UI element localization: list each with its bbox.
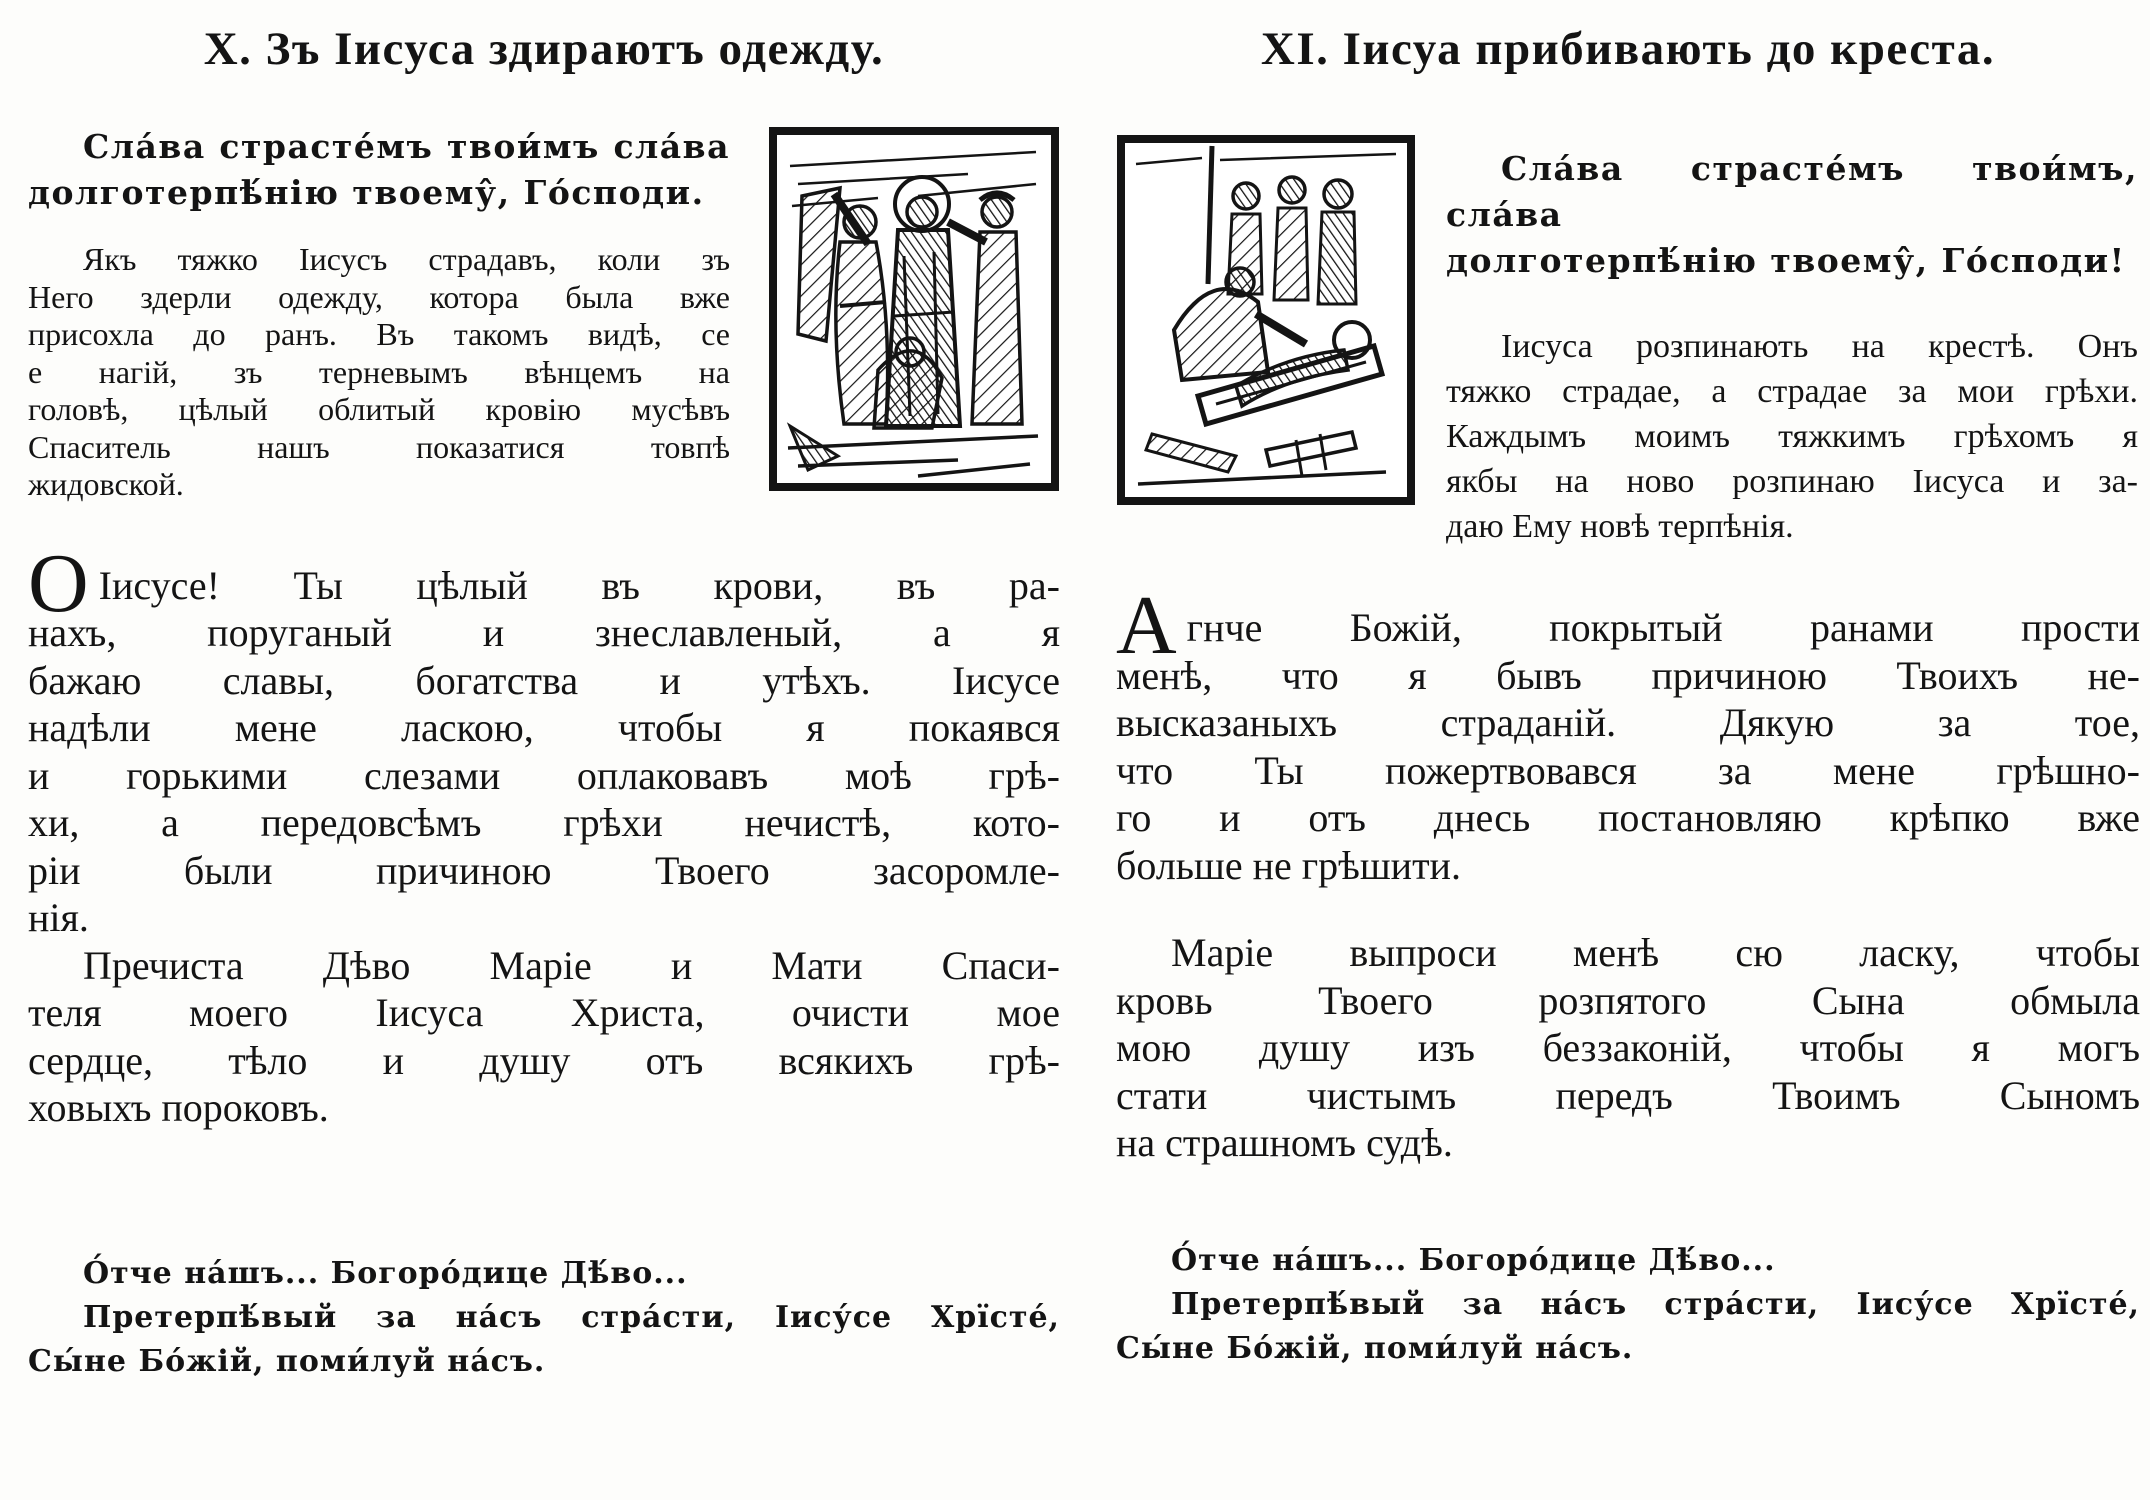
left-top-text bbox=[28, 124, 730, 504]
text-line: Якъ тяжко Іисусъ страдавъ, коли зъ bbox=[83, 241, 730, 277]
right-paragraph-1 bbox=[1446, 324, 2138, 549]
text-line-rest: гнче Божій, покрытый ранами прости bbox=[1186, 605, 2140, 650]
left-doxology bbox=[28, 124, 730, 216]
text-line: высказаныхъ страданій. Дякую за тое, bbox=[1116, 700, 2140, 745]
text-line: присохла до ранъ. Въ такомъ видѣ, се bbox=[28, 316, 730, 352]
text-line: Претерпѣ́вый за на́съ стра́сти, Іису́се Хрїсте́, bbox=[1171, 1286, 2140, 1322]
text-line: сердце, тѣло и душу отъ всякихъ грѣ- bbox=[28, 1037, 1060, 1083]
text-line: Сы́не Бо́жій, поми́луй на́съ. bbox=[1116, 1330, 1634, 1366]
text-line: Сла́ва страсте́мъ твои́мъ сла́ва bbox=[83, 127, 730, 166]
woodcut-stripping-illustration bbox=[768, 126, 1060, 492]
text-line: Іисуса розпинають на крестѣ. Онъ bbox=[1501, 328, 2138, 365]
text-line: О Іисусе! Ты цѣлый въ крови, въ ра- bbox=[28, 536, 1060, 630]
text-line: О́тче на́шъ... Богоро́дице Дѣ́во... bbox=[83, 1255, 688, 1291]
text-line: долготерпѣ́нію твоему̂, Го́споди. bbox=[28, 173, 705, 212]
text-line: Каждымъ моимъ тяжкимъ грѣхомъ я bbox=[1446, 418, 2138, 455]
text-line: ріи были причиною Твоего засоромле- bbox=[28, 847, 1060, 893]
text-line: е нагій, зъ терневымъ вѣнцемъ на bbox=[28, 353, 730, 390]
right-top-section bbox=[1116, 134, 2140, 549]
text-line: Спаситель нашъ показатися товпѣ bbox=[28, 428, 730, 465]
text-line: Пречиста Дѣво Маріе и Мати Спаси- bbox=[83, 942, 1060, 988]
text-line: менѣ, что я бывъ причиною Твоихъ не- bbox=[1116, 652, 2140, 698]
right-column bbox=[1116, 0, 2140, 1371]
text-line: го и отъ днесь постановляю крѣпко вже bbox=[1116, 795, 2140, 840]
text-line: долготерпѣ́нію твоему̂, Го́споди! bbox=[1446, 241, 2126, 280]
left-column bbox=[28, 0, 1060, 1384]
text-line: тяжко страдае, а страдае за мои грѣхи. bbox=[1446, 373, 2138, 410]
text-line: даю Ему новѣ терпѣнія. bbox=[1446, 508, 1794, 545]
left-closing-prayers bbox=[28, 1252, 1060, 1384]
text-line: бажаю славы, богатства и утѣхъ. Іисусе bbox=[28, 657, 1060, 703]
right-marian-paragraph bbox=[1116, 929, 2140, 1167]
text-line: что Ты пожертвовався за мене грѣшно- bbox=[1116, 747, 2140, 793]
text-line: ховыхъ пороковъ. bbox=[28, 1085, 329, 1130]
text-line: Претерпѣ́вый за на́съ стра́сти, Іису́се Хрїсте́, bbox=[83, 1299, 1060, 1335]
text-line: хи, а передовсѣмъ грѣхи нечистѣ, кото- bbox=[28, 800, 1060, 845]
text-line: и горькими слезами оплаковавъ моѣ грѣ- bbox=[28, 752, 1060, 798]
text-line: нія. bbox=[28, 895, 89, 940]
text-line: Сла́ва страсте́мъ твои́мъ, сла́ва bbox=[1446, 149, 2138, 234]
text-line: на страшномъ судѣ. bbox=[1116, 1120, 1453, 1165]
text-line: надѣли мене ласкою, чтобы я покаявся bbox=[28, 705, 1060, 750]
right-prayer-paragraph bbox=[1116, 579, 2140, 889]
right-doxology bbox=[1446, 146, 2138, 284]
text-line: Агнче Божій, покрытый ранами прости bbox=[1116, 579, 2140, 672]
text-line: О́тче на́шъ... Богоро́дице Дѣ́во... bbox=[1171, 1242, 1776, 1278]
text-line: больше не грѣшити. bbox=[1116, 842, 1461, 888]
text-line: Сы́не Бо́жій, поми́луй на́съ. bbox=[28, 1343, 546, 1379]
text-line: стати чистымъ передъ Твоимъ Сыномъ bbox=[1116, 1072, 2140, 1118]
text-line: Него здерли одежду, котора была вже bbox=[28, 278, 730, 315]
text-line: теля моего Іисуса Христа, очисти мое bbox=[28, 990, 1060, 1035]
right-chapter-heading: XI. Іисуа прибивають до креста. bbox=[1260, 23, 1996, 75]
left-paragraph-1 bbox=[28, 241, 730, 504]
woodcut-nailing-illustration bbox=[1116, 134, 1416, 506]
text-line: мою душу изъ беззаконій, чтобы я могъ bbox=[1116, 1025, 2140, 1070]
text-line: жидовской. bbox=[28, 466, 184, 502]
right-closing-prayers bbox=[1116, 1239, 2140, 1371]
text-line: якбы на ново розпинаю Іисуса и за- bbox=[1446, 463, 2138, 500]
text-line: головѣ, цѣлый облитый кровію мусѣвъ bbox=[28, 391, 730, 427]
left-top-section bbox=[28, 124, 1060, 504]
left-prayer-paragraph bbox=[28, 536, 1060, 942]
left-marian-paragraph bbox=[28, 942, 1060, 1132]
left-chapter-heading: X. Зъ Іисуса здираютъ одежду. bbox=[203, 23, 885, 75]
text-line: кровь Твоего розпятого Сына обмыла bbox=[1116, 977, 2140, 1023]
text-line: Маріе выпроси менѣ сю ласку, чтобы bbox=[1171, 930, 2140, 975]
text-line: нахъ, поруганый и знеславленый, а я bbox=[28, 610, 1060, 655]
text-line-rest: Іисусе! Ты цѣлый въ крови, въ ра- bbox=[98, 562, 1060, 608]
right-top-text bbox=[1446, 146, 2138, 549]
